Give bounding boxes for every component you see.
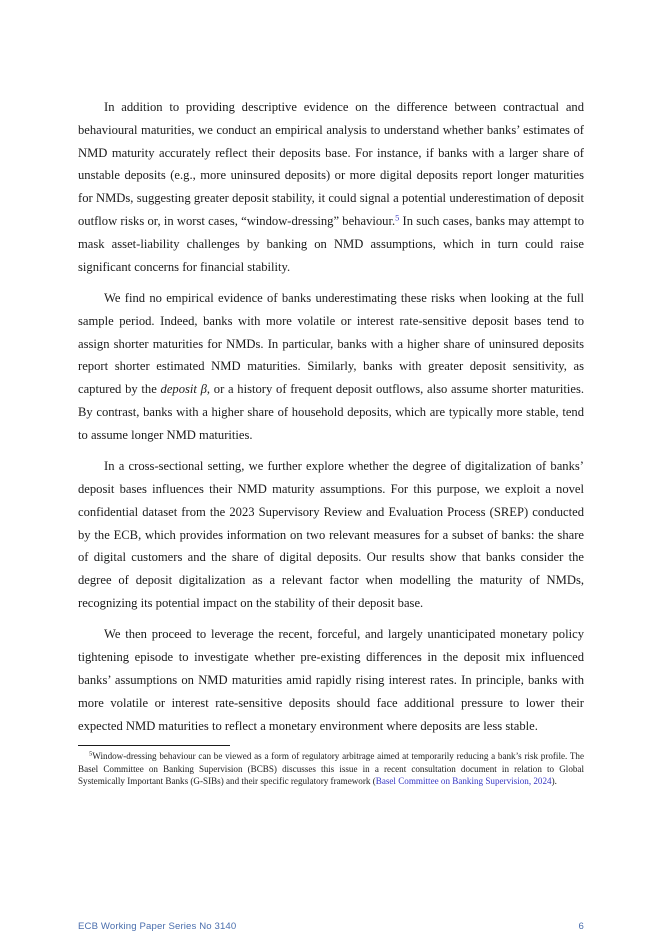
- footer-series-label[interactable]: ECB Working Paper Series No 3140: [78, 921, 237, 932]
- term-deposit-beta: deposit β: [160, 382, 207, 397]
- footnote-number: 5: [89, 750, 93, 758]
- footnote-5: [78, 750, 584, 788]
- footnote-text-before-citation: Window-dressing behaviour can be viewed as a form of regulatory arbitrage aimed at temporarily reducing a bank’s risk profile. The Basel Committee on Banking Supervision (BCBS) discusses this issue in a recent consultation document in relation to Global Systemically Important Banks (G-SIBs) and their specific regulatory framework (: [78, 751, 584, 787]
- paragraph-2-text-a: We find no empirical evidence of banks underestimating these risks when looking at the full sample period. Indeed, banks with more volatile or interest rate-sensitive deposit bases tend to assign shorter maturities for NMDs. In particular, banks with a higher share of uninsured deposits report shorter estimated NMD maturities. Similarly, banks with greater deposit sensitivity, as captured by the: [78, 290, 584, 397]
- paragraph-4-text: We then proceed to leverage the recent, forceful, and largely unanticipated monetary policy tightening episode to investigate whether pre-existing differences in the deposit mix influenced banks’ assumptions on NMD maturities amid rapidly rising interest rates. In principle, banks with more volatile or interest rate-sensitive deposits should face additional pressure to lower their expected NMD maturities to reflect a monetary environment where deposits are less stable.: [78, 627, 584, 733]
- paragraph-1: [78, 96, 584, 278]
- paragraph-2-text-b: , or a history of frequent deposit outflows, also assume shorter maturities. By contrast, banks with a higher share of household deposits, which are typically more stable, tend to assume longer NMD maturities.: [78, 382, 584, 442]
- paragraph-4: [78, 623, 584, 737]
- footnote-area: [78, 745, 584, 788]
- paragraph-1-text-a: In addition to providing descriptive evidence on the difference between contractual and behavioural maturities, we conduct an empirical analysis to understand whether banks’ estimates of NMD maturity accurately reflect their deposits base. For instance, if banks with a larger share of unstable deposits (e.g., more uninsured deposits) or more digital deposits report longer maturities for NMDs, suggesting greater deposit stability, it could signal a potential underestimation of deposit outflow risks or, in worst cases, “window-dressing” behaviour.: [78, 100, 584, 228]
- footnote-separator-rule: [78, 745, 230, 746]
- footnote-text-after-citation: ).: [551, 776, 557, 787]
- footnote-reference-5[interactable]: 5: [395, 213, 400, 223]
- paragraph-3: [78, 455, 584, 615]
- paragraph-2: [78, 287, 584, 447]
- footer-page-number: 6: [578, 921, 584, 932]
- citation-link-basel-committee[interactable]: Basel Committee on Banking Supervision, 2024: [375, 776, 552, 787]
- paragraph-3-text: In a cross-sectional setting, we further explore whether the degree of digitalization of banks’ deposit bases influences their NMD maturity assumptions. For this purpose, we exploit a novel confidential dataset from the 2023 Supervisory Review and Evaluation Process (SREP) conducted by the ECB, which provides information on two relevant measures for a subset of banks: the share of digital customers and the share of digital deposits. Our results show that banks consider the degree of deposit digitalization as a relevant factor when modelling the maturity of NMDs, recognizing its potential impact on the stability of their deposit base.: [78, 459, 584, 610]
- paragraph-1-text-b: In such cases, banks may attempt to mask asset-liability challenges by banking on NMD assumptions, which in turn could raise significant concerns for financial stability.: [78, 213, 584, 274]
- page-footer: [78, 921, 584, 932]
- body-text-column: [78, 96, 584, 737]
